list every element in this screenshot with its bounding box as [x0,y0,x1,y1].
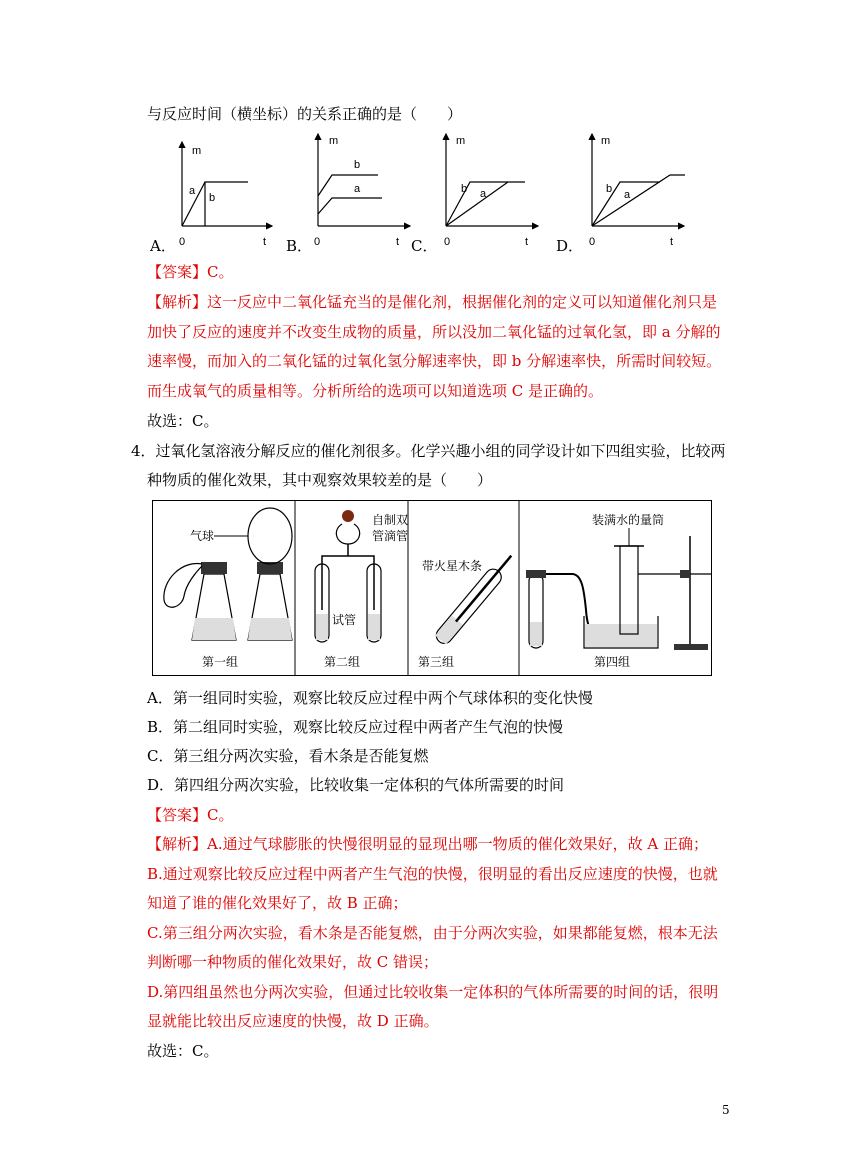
experiment-figure [152,500,712,676]
test-tube-label: 试管 [332,613,357,627]
graph-d-curve-b: b [606,183,613,195]
graph-b-x-label: t [396,236,400,248]
q3-analysis-line: 速率慢，而加入的二氧化锰的过氧化氢分解速率快，即 b 分解速率快，所需时间较短。 [147,352,722,370]
q4-analysis-line: 知道了谁的催化效果好了，故 B 正确； [147,894,408,912]
group-1-illustration [164,508,292,669]
group-3-illustration [418,551,517,669]
cylinder-label: 装满水的量筒 [592,513,665,527]
graph-c-x-label: t [525,236,529,248]
q3-analysis-line: 【解析】这一反应中二氧化锰充当的是催化剂，根据催化剂的定义可以知道催化剂只是 [147,293,718,311]
q4-analysis-line: 判断哪一种物质的催化效果好，故 C 错误； [147,953,439,971]
graph-b-curve-b: b [354,159,361,171]
dropper-label-2: 管滴管 [372,529,409,543]
graph-d [589,134,685,248]
q4-analysis-line: C.第三组分两次实验，看木条是否能复燃，由于分两次实验，如果都能复燃，根本无法 [147,924,718,942]
graph-a-origin: 0 [179,236,186,248]
group-2-label: 第二组 [324,655,361,669]
option-c-label: C． [411,237,438,255]
q4-answer: 【答案】C。 [147,806,234,824]
q4-analysis-line: 【解析】A.通过气球膨胀的快慢很明显的显现出哪一物质的催化效果好，故 A 正确； [147,835,708,853]
graph-c-curve-b: b [461,183,468,195]
q4-option-b: B．第二组同时实验，观察比较反应过程中两者产生气泡的快慢 [147,718,564,736]
group-4-label: 第四组 [594,655,631,669]
q3-analysis-line: 而生成氧气的质量相等。分析所给的选项可以知道选项 C 是正确的。 [147,382,604,400]
q4-choice: 故选：C。 [147,1042,219,1060]
graph-d-curve-a: a [624,189,631,201]
q4-option-d: D．第四组分两次实验，比较收集一定体积的气体所需要的时间 [147,776,565,794]
graph-a-curve-a: a [189,185,196,197]
q4-stem-line: 4．过氧化氢溶液分解反应的催化剂很多。化学兴趣小组的同学设计如下四组实验，比较两 [131,442,726,460]
option-a-label: A． [150,237,176,255]
graph-a-y-label: m [192,145,202,157]
graph-d-origin: 0 [589,236,596,248]
q4-option-a: A．第一组同时实验，观察比较反应过程中两个气球体积的变化快慢 [147,689,593,707]
graph-b [314,134,410,248]
dropper-label-1: 自制双 [372,513,409,527]
splint-label: 带火星木条 [422,559,483,573]
group-2-illustration [315,510,408,669]
graph-a-x-label: t [263,236,267,248]
question-stem: 与反应时间（横坐标）的关系正确的是（ ） [147,105,463,123]
graph-b-origin: 0 [314,236,321,248]
graph-d-x-label: t [670,236,674,248]
option-b-label: B． [286,237,313,255]
q4-analysis-line: B.通过观察比较反应过程中两者产生气泡的快慢，很明显的看出反应速度的快慢，也就 [147,865,718,883]
graph-a-curve-b: b [209,192,216,204]
graph-d-y-label: m [601,135,611,147]
group-3-label: 第三组 [418,655,455,669]
q3-choice: 故选：C。 [147,412,219,430]
graph-c [444,134,538,248]
graph-c-curve-a: a [480,188,487,200]
page-number: 5 [722,1103,730,1117]
graph-b-y-label: m [329,135,339,147]
q4-option-c: C．第三组分两次实验，看木条是否能复燃 [147,747,429,765]
graph-c-y-label: m [456,135,466,147]
graph-a [179,142,272,248]
q4-analysis-line: D.第四组虽然也分两次实验，但通过比较收集一定体积的气体所需要的时间的话，很明 [147,983,719,1001]
q3-answer: 【答案】C。 [147,263,234,281]
graph-c-origin: 0 [444,236,451,248]
q3-analysis-line: 加快了反应的速度并不改变生成物的质量，所以没加二氧化锰的过氧化氢，即 a 分解的 [147,323,721,341]
group-1-label: 第一组 [202,655,239,669]
balloon-label: 气球 [190,529,215,543]
option-d-label: D． [556,237,584,255]
q4-stem-line: 种物质的催化效果，其中观察效果较差的是（ ） [147,471,493,489]
q4-analysis-line: 显就能比较出反应速度的快慢，故 D 正确。 [147,1012,439,1030]
graph-b-curve-a: a [354,183,361,195]
group-4-illustration [526,512,712,669]
